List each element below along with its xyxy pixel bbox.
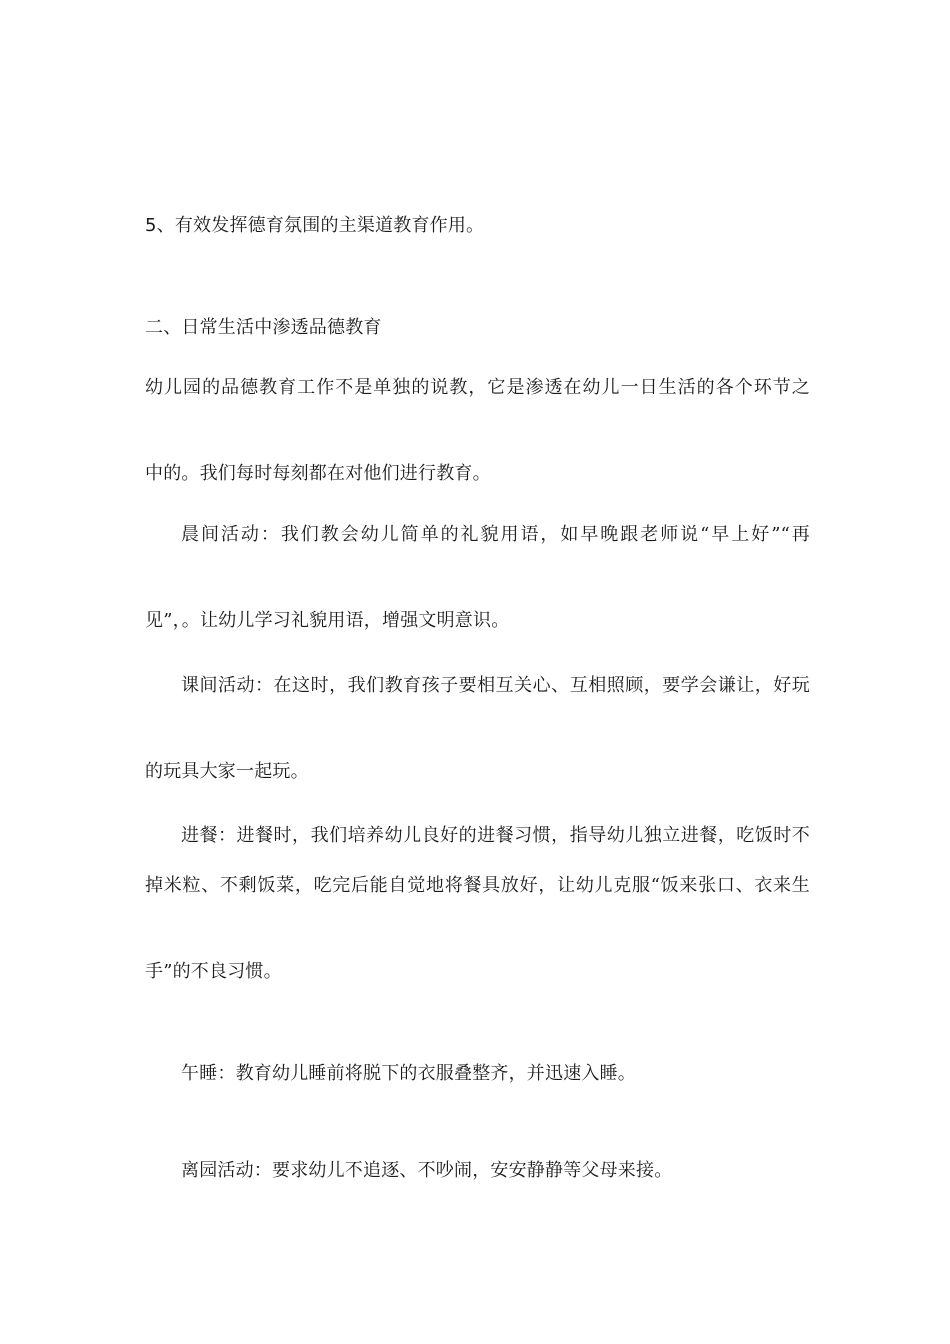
class-break-line-2: 的玩具大家一起玩。 [145, 761, 309, 782]
section-heading-2: 二、日常生活中渗透品德教育 [145, 317, 382, 338]
item-5-line: 5、有效发挥德育氛围的主渠道教育作用。 [145, 215, 485, 236]
morning-activity-line-1: 晨间活动：我们教会幼儿简单的礼貌用语，如早晚跟老师说“早上好”“再 [181, 524, 810, 545]
intro-paragraph-line-1: 幼儿园的品德教育工作不是单独的说教，它是渗透在幼儿一日生活的各个环节之 [145, 377, 810, 398]
class-break-line-1: 课间活动：在这时，我们教育孩子要相互关心、互相照顾，要学会谦让，好玩 [181, 675, 810, 696]
meal-line-2: 掉米粒、不剩饭菜，吃完后能自觉地将餐具放好，让幼儿克服“饭来张口、衣来生 [145, 875, 810, 896]
nap-line: 午睡：教育幼儿睡前将脱下的衣服叠整齐，并迅速入睡。 [181, 1063, 636, 1084]
intro-paragraph-line-2: 中的。我们每时每刻都在对他们进行教育。 [145, 463, 491, 484]
meal-line-1: 进餐：进餐时，我们培养幼儿良好的进餐习惯，指导幼儿独立进餐，吃饭时不 [181, 825, 810, 846]
morning-activity-line-2: 见”，。让幼儿学习礼貌用语，增强文明意识。 [145, 610, 510, 631]
dismissal-line: 离园活动：要求幼儿不追逐、不吵闹，安安静静等父母来接。 [181, 1160, 673, 1181]
meal-line-3: 手”的不良习惯。 [145, 961, 282, 982]
